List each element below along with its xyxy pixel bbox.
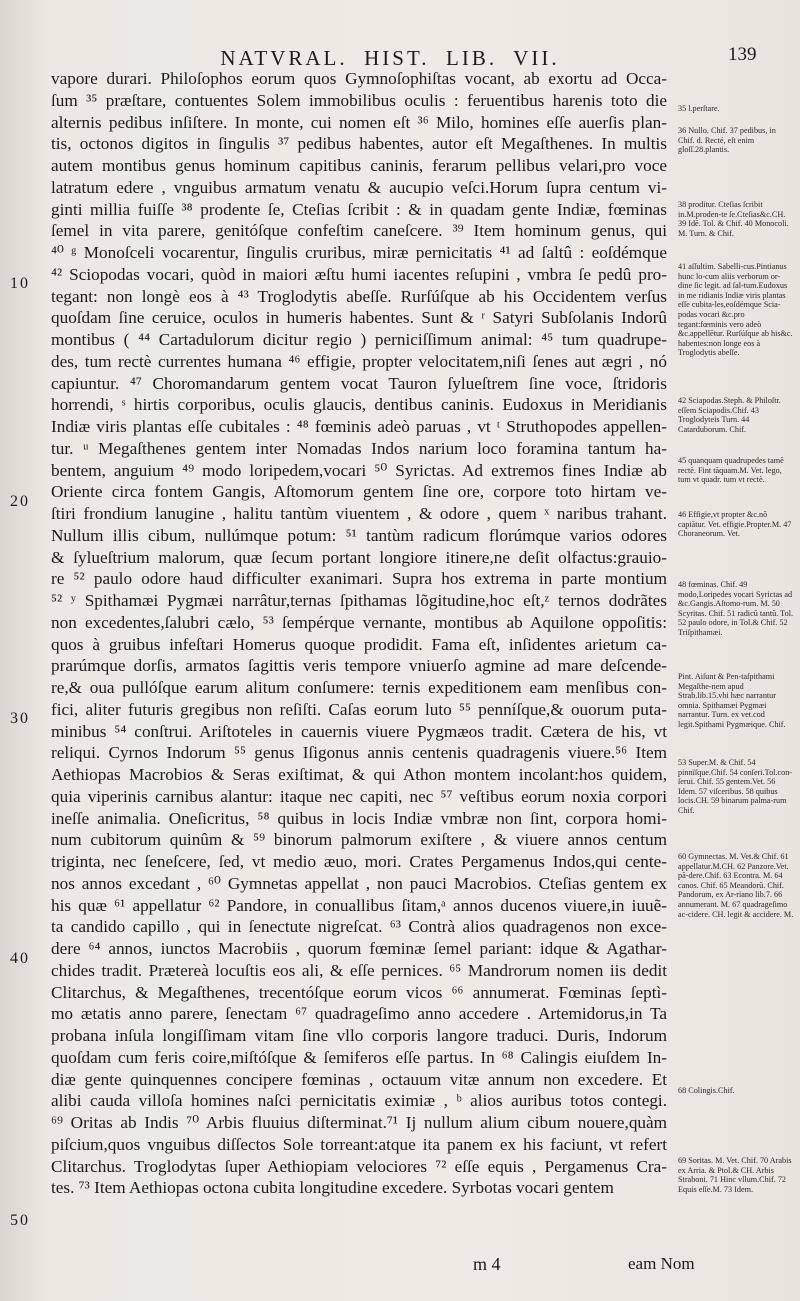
side-note: 60 Gymnectas. M. Vet.& Chif. 61 appellatur.M.CH. 62 Panzore.Vet. pã-dere.Chif. 63 Econtra. M. 64 canos. Chif. 65 Meandorũ. Chif. Pandorum, ex Ar-riano lib.7. 66 annumerant. M. 67 quadrageſimo ac-cidere. CH. legit & accidere. M. <box>678 852 794 919</box>
text-line: ⁶⁹ Oritas ab Indis ⁷⁰ Arbis fluuius diſterminat.⁷¹ Ij nullum alium cibum nouere,quàm <box>51 1113 667 1132</box>
side-note: Pint. Aiſunt & Pen-taſpithami Megaſthe-nem apud Strab.lib.15.vbi hæc narrantur omnia. Spithamæi Pygmæi narrantur. Turn. ex vet.cod legit.Spithami Pygmæique. Chif. <box>678 672 786 729</box>
text-line: ginti millia fuiſſe ³⁸ prodente ſe, Cteſias ſcribit : & in quadam gente Indiæ, fœminas <box>51 199 667 219</box>
side-note: 38 proditur. Cteſias ſcribit in.M.proden-te ſe.Cteſias&c.CH. 39 Idẽ. Tol. & Chif. 40 Monocoli. M. Turn. & Chif. <box>678 200 789 238</box>
catchword: eam Nom <box>628 1254 695 1273</box>
text-line: Indiæ viris plantas eſſe cubitales : ⁴⁸ fœminis adeò paruas , vt ᵗ Struthopodes appellen- <box>51 417 667 436</box>
text-line: Nullum illis cibum, nullúmque potum: ⁵¹ tantùm radicum florúmque varios odores <box>51 525 667 545</box>
text-line: ſum ³⁵ præſtare, contuentes Solem immobilibus oculis : feruentibus harenis toto die <box>51 90 667 110</box>
text-line: ⁵² ʸ Spithamæi Pygmæi narrâtur,ternas ſpithamas lõgitudine,hoc eſt,ᶻ ternos dodrãtes <box>51 591 667 610</box>
text-line: bentem, anguium ⁴⁹ modo loripedem,vocari ⁵⁰ Syrictas. Ad extremos fines Indiæ ab <box>51 460 667 480</box>
text-line: tis, octonos digitos in ſingulis ³⁷ pedibus habentes, autor eſt Megaſthenes. In multis <box>51 134 667 154</box>
page-number: 139 <box>728 44 757 65</box>
text-line: quoſdam ſine ceruice, oculos in humeris habentes. Sunt & ʳ Satyri Subſolanis Indorû <box>51 308 667 328</box>
text-line: re,& oua pullóſque earum alitum conſumere: ternis expeditionem eam menſibus con- <box>51 678 667 697</box>
text-line: quos à gruibus infeſtari Homerus quoque prodidit. Fama eſt, inſidentes arietum ca- <box>51 634 667 654</box>
page-footer <box>0 1254 800 1278</box>
margin-line-number: 30 <box>10 710 30 727</box>
text-line: tegant: non longè eos à ⁴³ Troglodytis abeſſe. Rurſúſque ab his Occidentem verſus <box>51 286 667 306</box>
text-line: capiuntur. ⁴⁷ Choromandarum gentem vocat Tauron ſylueſtrem ſine voce, ſtridoris <box>51 373 667 393</box>
text-line: vapore durari. Philoſophos eorum quos Gymnoſophiſtas vocant, ab exortu ad Occa- <box>51 69 667 88</box>
text-line: chides tradit. Prætereà locuſtis eos ali, & eſſe pernices. ⁶⁵ Mandrorum nomen iis dedit <box>51 960 667 980</box>
margin-line-number: 40 <box>10 950 30 967</box>
text-line: ineſſe animalia. Oneſicritus, ⁵⁸ quibus in locis Indiæ vmbræ non ſint, corpora homi- <box>51 808 667 828</box>
text-line: alibi cauda villoſa homines naſci pernicitatis eximiæ , ᵇ alios auribus totos contegi. <box>51 1091 667 1111</box>
text-line: & ſylueſtrium malorum, quæ ſecum portant longiore itinere,ne deſit olfactus:grauio- <box>51 547 667 567</box>
margin-line-number: 50 <box>10 1212 30 1229</box>
text-line: quoſdam cum feris coire,miſtóſque & ſemiferos eſſe partus. In ⁶⁸ Calingis eiuſdem In- <box>51 1047 667 1067</box>
text-line: nos annos excedant , ⁶⁰ Gymnetas appellat , non pauci Macrobios. Cteſias gentem ex <box>51 873 667 893</box>
text-line: Oriente circa fontem Gangis, Aſtomorum gentem ſine ore, corpore toto hirtam ve- <box>51 482 667 502</box>
side-note: 48 fœminas. Chif. 49 modo,Loripedes vocari Syrictas ad &c.Gangis.Aſtomo-rum. M. 50 Scyritas. Chif. 51 radicũ tantũ. Tol. 52 paulo odore, in Tol.& Chif. 52 Triſpithamæi. <box>678 580 794 637</box>
side-note: 42 Sciapodas.Steph. & Philoſtr. eſſem Sciapodis.Chif. 43 Troglodyteis Turn. 44 Catarduborum. Chif. <box>678 396 781 434</box>
text-line: latratum edere , vnguibus armatum venatu & aucupio veſci.Horum ſupra centum vi- <box>51 177 667 197</box>
text-line: ſtiri frondium lanugine , halitu tantùm viuentem , & odore , quem ˣ naribus trahant. <box>51 504 667 523</box>
side-note: 45 quanquam quadrupedes tamẽ rectè. Fint tãquam.M. Vet. lego, tum vt quadr. tum vt rectè. <box>678 456 784 485</box>
text-line: tes. ⁷³ Item Aethiopas octona cubita longitudine excedere. Syrbotas vocari gentem <box>51 1178 614 1198</box>
side-note: 35 l.perſtare. <box>678 104 720 113</box>
side-note: 41 aſſultim. Sabelli-cus.Pintianus hunc lo-cum aliis verborum or-dine ſic legit. ad ſal-tum.Eudoxus in me ridianis Indiæ viris plantas eſſe cubita-les,eoſdémque Scia-podas vocari &c.pro tegant:fœminis vero adeò &c.appellētur. Rurſúſque ab his&c. habentes:non longe eos à Troglodytis abeſſe. <box>678 262 793 358</box>
text-line: reliqui. Cyrnos Indorum ⁵⁵ genus Iſigonus annis centenis quadragenis viuere.⁵⁶ Item <box>51 743 667 763</box>
text-line: piſcium,quos vnguibus diſſectos Sole torreant:atque ita panem ex his faciunt, vt refert <box>51 1134 667 1154</box>
text-line: alternis pedibus inſiſtere. In monte, cui nomen eſt ³⁶ Milo, homines eſſe auerſis plan- <box>51 112 667 132</box>
side-note: 53 Super.M. & Chif. 54 pinnïſque.Chif. 54 conſeri.Tol.con-ſerui. Chif. 55 gentem.Vet. 56 Idem. 57 viſceribus. 58 quibus locis.CH. 59 binarum palma-rum Chif. <box>678 758 793 815</box>
text-line: num cubitorum quinûm & ⁵⁹ binorum palmorum exiſtere , & viuere annos centum <box>51 830 667 850</box>
text-line: ⁴² Sciopodas vocari, quòd in maiori æſtu humi iacentes reſupini , vmbra ſe pedû pro- <box>51 264 667 284</box>
text-line: horrendi, ˢ hirtis corporibus, oculis glaucis, dentibus caninis. Eudoxus in Meridianis <box>51 395 667 415</box>
margin-line-number: 20 <box>10 493 30 510</box>
signature-mark: m 4 <box>473 1254 501 1274</box>
text-line: ſemel in vita parere, genitóſque confeſtim caneſcere. ³⁹ Item hominum genus, qui <box>51 221 667 241</box>
text-line: des, tum rectè currentes humana ⁴⁶ effigie, propter velocitatem,niſi ſenes aut ægri , nó <box>51 351 667 371</box>
text-line: his quæ ⁶¹ appellatur ⁶² Pandore, in conuallibus ſitam,ᵃ annos ducenos viuere,in iuuẽ- <box>51 895 667 915</box>
text-line: dere ⁶⁴ annos, iunctos Macrobiis , quorum fœminæ ſemel pariant: idque & Agathar- <box>51 939 667 958</box>
text-line: Clitarchus. Troglodytas ſuper Aethiopiam velociores ⁷² eſſe equis , Pergamenus Cra- <box>51 1156 667 1176</box>
text-line: autem montibus genus hominum capitibus caninis, ferarum pellibus velari,pro voce <box>51 156 667 175</box>
main-text-column <box>51 68 667 1199</box>
text-line: tur. ᵘ Megaſthenes gentem inter Nomadas Indos narium loco foramina tantum ha- <box>51 438 667 458</box>
margin-line-number: 10 <box>10 275 30 292</box>
text-line: non excedentes,ſalubri cælo, ⁵³ ſempérque vernante, montibus ab Aquilone oppoſitis: <box>51 612 667 632</box>
text-line: ⁴⁰ ᵍ Monoſceli vocarentur, ſingulis cruribus, miræ pernicitatis ⁴¹ ad ſaltû : eoſdémque <box>51 243 667 262</box>
text-line: mo ætatis anno parere, ſenectam ⁶⁷ quadrageſimo anno accedere . Artemidorus,in Ta <box>51 1004 667 1024</box>
text-line: triginta, nec ſeneſcere, ſed, vt medio æuo, mori. Crates Pergamenus Indos,qui cente- <box>51 852 667 871</box>
text-line: diæ gente quinquennes concipere fœminas , octauum vitæ annum non excedere. Et <box>51 1069 667 1089</box>
running-title: NATVRAL. HIST. LIB. VII. <box>220 46 560 70</box>
side-note: 36 Nullo. Chif. 37 pedibus, in Chif. d. Recté, eſt enim gloſſ.28.plantis. <box>678 126 776 155</box>
side-note: 68 Colingis.Chif. <box>678 1086 735 1095</box>
text-line: montibus ( ⁴⁴ Cartadulorum dicitur regio ) perniciſſimum animal: ⁴⁵ tum quadrupe- <box>51 330 667 349</box>
side-note: 46 Effigie,vt propter &c.nõ capiātur. Vet. effigie.Propter.M. 47 Choraneorum. Vet. <box>678 510 792 539</box>
text-line: Aethiopas Macrobios & Seras exiſtimat, & qui Athon montem incolant:hos quidem, <box>51 765 667 784</box>
text-line: probana inſula longiſſimam vitam ſine vllo corporis langore traduci. Duris, Indorum <box>51 1026 667 1045</box>
text-line: re ⁵² paulo odore haud difficulter exanimari. Supra hos extrema in parte montium <box>51 569 667 589</box>
text-line: prarúmque dorſis, armatos ſagittis veris tempore vniuerſo agmine ad mare deſcende- <box>51 656 667 676</box>
text-line: Clitarchus, & Megaſthenes, trecentóſque eorum vicos ⁶⁶ annumerat. Fœminas ſeptì- <box>51 982 667 1002</box>
text-line: fici, aliter futuris gregibus non reſiſti. Caſas eorum luto ⁵⁵ penníſque,& ouorum puta- <box>51 699 667 719</box>
side-note: 69 Soritas. M. Vet. Chif. 70 Arabis ex Arria. & Ptol.& CH. Arbis Straboni. 71 Hinc vllum.Chif. 72 Equis eſſe.M. 73 Idem. <box>678 1156 792 1194</box>
text-line: minibus ⁵⁴ conſtrui. Ariſtoteles in cauernis viuere Pygmæos tradit. Cætera de his, vt <box>51 721 667 741</box>
text-line: quia viperinis carnibus alantur: itaque nec capiti, nec ⁵⁷ veſtibus eorum noxia corpori <box>51 786 667 806</box>
text-line: ta candido capillo , qui in ſenectute nigreſcat. ⁶³ Contrà alios quadragenos non exce- <box>51 917 667 937</box>
